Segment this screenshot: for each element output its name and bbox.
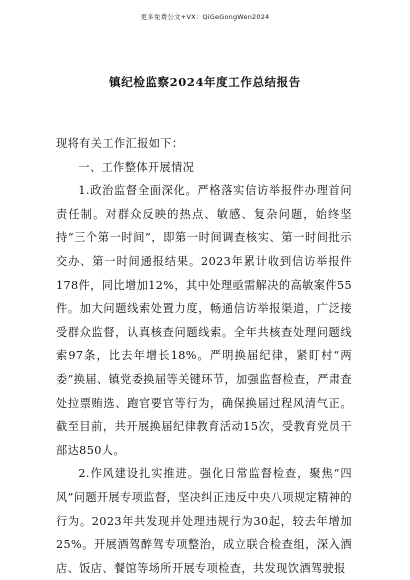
document-title: 镇纪检监察2024年度工作总结报告 [109,75,301,89]
section-heading: 一、工作整体开展情况 [78,160,195,174]
document-body [56,132,352,580]
paragraph-political-supervision: 1.政治监督全面深化。严格落实信访举报件办理首问责任制。对群众反映的热点、敏感、复杂问题，始终坚持“三个第一时间”，即第一时间调查核实、第一时间批示交办、第一时间通报结果。2023年累计收到信访举报件178件，同比增加12%，其中处理亟需解决的高敏案件55件。加大问题线索处置力度，畅通信访举报渠道，广泛接受群众监督，认真核查问题线索。全年共核查处理问题线索97条，比去年增长18%。严明换届纪律，紧盯村“两委”换届、镇党委换届等关键环节，加强监督检查，严肃查处拉票贿选、跑官要官等行为，确保换届过程风清气正。截至目前，共开展换届纪律教育活动15次，受教育党员干部达850人。 [56,184,352,457]
header-note: 更多免费公文+VX：QiGeGongWen2024 [140,13,270,21]
paragraph-work-style: 2.作风建设扎实推进。强化日常监督检查，聚焦“四风”问题开展专项监督，坚决纠正违反中央八项规定精神的行为。2023年共发现并处理违规行为30起，较去年增加25%。开展酒驾醉驾专项整治，成立联合检查组，深入酒店、饭店、餐馆等场所开展专项检查，共发现饮酒驾驶报 [56,467,352,575]
salutation: 现将有关工作汇报如下： [56,137,184,150]
